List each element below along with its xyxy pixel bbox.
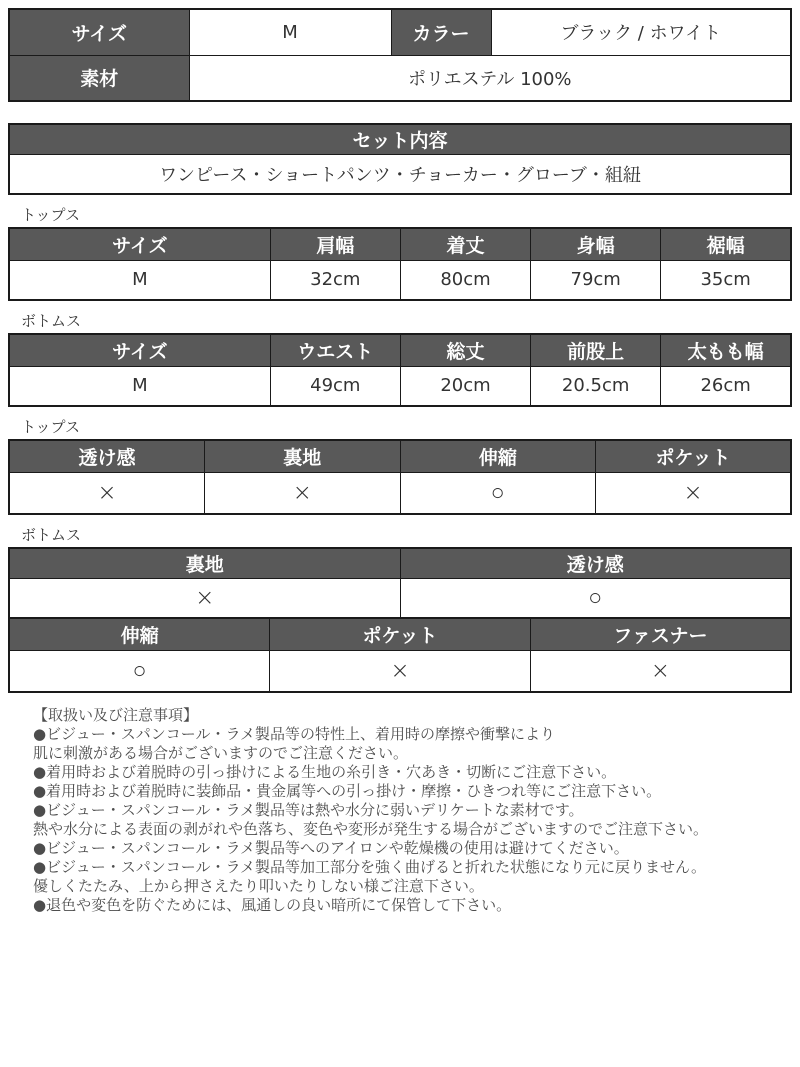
column-header: 前股上 bbox=[531, 334, 661, 366]
column-header: 着丈 bbox=[400, 228, 530, 260]
column-header: 総丈 bbox=[400, 334, 530, 366]
measurement-value: 20cm bbox=[400, 366, 530, 406]
care-note-line: ●着用時および着脱時に装飾品・貴金属等への引っ掛け・摩擦・ひきつれ等にご注意下さい。 bbox=[33, 782, 662, 800]
measurement-value: 32cm bbox=[270, 260, 400, 300]
column-header: 太もも幅 bbox=[661, 334, 791, 366]
set-contents-header-cell: セット内容 bbox=[9, 124, 791, 154]
column-header: ウエスト bbox=[270, 334, 400, 366]
feature-mark: ○ bbox=[400, 472, 596, 514]
column-header: 伸縮 bbox=[9, 618, 270, 650]
set-contents-table bbox=[8, 123, 792, 195]
column-header: サイズ bbox=[9, 228, 270, 260]
measurement-value: 26cm bbox=[661, 366, 791, 406]
care-note-line: ●ビジュー・スパンコール・ラメ製品等へのアイロンや乾燥機の使用は避けてください。 bbox=[33, 839, 629, 857]
column-header: ファスナー bbox=[530, 618, 791, 650]
feature-mark: × bbox=[205, 472, 401, 514]
column-header: 透け感 bbox=[9, 440, 205, 472]
measurement-value: M bbox=[9, 260, 270, 300]
care-note-line: ●ビジュー・スパンコール・ラメ製品等の特性上、着用時の摩擦や衝撃により bbox=[33, 725, 556, 743]
bottoms-features-table-row1 bbox=[8, 547, 792, 619]
column-header: ポケット bbox=[596, 440, 792, 472]
column-header: サイズ bbox=[9, 334, 270, 366]
size-label-cell: サイズ bbox=[9, 9, 189, 55]
feature-mark: ○ bbox=[9, 650, 270, 692]
tops-features-table bbox=[8, 439, 792, 515]
column-header: ポケット bbox=[270, 618, 531, 650]
measurement-value: 80cm bbox=[400, 260, 530, 300]
column-header: 透け感 bbox=[400, 548, 791, 578]
bottoms-measurements-table bbox=[8, 333, 792, 407]
feature-mark: ○ bbox=[400, 578, 791, 618]
tops-features-label: トップス bbox=[21, 418, 80, 436]
feature-mark: × bbox=[530, 650, 791, 692]
column-header: 伸縮 bbox=[400, 440, 596, 472]
care-note-line: 肌に刺激がある場合がございますのでご注意ください。 bbox=[33, 744, 409, 762]
measurement-value: 35cm bbox=[661, 260, 791, 300]
tops-measurements-table bbox=[8, 227, 792, 301]
column-header: 裏地 bbox=[205, 440, 401, 472]
measurement-value: 20.5cm bbox=[531, 366, 661, 406]
material-value-cell: ポリエステル 100% bbox=[189, 55, 791, 101]
tops-measurements-label: トップス bbox=[21, 206, 80, 224]
care-note-line: 熱や水分による表面の剥がれや色落ち、変色や変形が発生する場合がございますのでご注意下さい。 bbox=[33, 820, 709, 838]
measurement-value: 79cm bbox=[531, 260, 661, 300]
measurement-value: 49cm bbox=[270, 366, 400, 406]
color-value-cell: ブラック / ホワイト bbox=[491, 9, 791, 55]
column-header: 身幅 bbox=[531, 228, 661, 260]
color-label-cell: カラー bbox=[391, 9, 491, 55]
care-note-line: 優しくたたみ、上から押さえたり叩いたりしない様ご注意下さい。 bbox=[33, 877, 484, 895]
column-header: 裏地 bbox=[9, 548, 400, 578]
measurement-value: M bbox=[9, 366, 270, 406]
feature-mark: × bbox=[596, 472, 792, 514]
feature-mark: × bbox=[9, 578, 400, 618]
bottoms-features-table-row2 bbox=[8, 617, 792, 693]
material-label-cell: 素材 bbox=[9, 55, 189, 101]
care-notes bbox=[8, 706, 792, 915]
care-note-line: ●ビジュー・スパンコール・ラメ製品等は熱や水分に弱いデリケートな素材です。 bbox=[33, 801, 584, 819]
spec-table bbox=[8, 8, 792, 102]
column-header: 裾幅 bbox=[661, 228, 791, 260]
feature-mark: × bbox=[9, 472, 205, 514]
feature-mark: × bbox=[270, 650, 531, 692]
size-value-cell: M bbox=[189, 9, 391, 55]
care-note-line: ●ビジュー・スパンコール・ラメ製品等加工部分を強く曲げると折れた状態になり元に戻りません。 bbox=[33, 858, 706, 876]
care-note-line: ●退色や変色を防ぐためには、風通しの良い暗所にて保管して下さい。 bbox=[33, 896, 512, 914]
column-header: 肩幅 bbox=[270, 228, 400, 260]
care-notes-title: 【取扱い及び注意事項】 bbox=[33, 706, 199, 724]
bottoms-features-label: ボトムス bbox=[21, 526, 82, 544]
set-contents-value-cell: ワンピース・ショートパンツ・チョーカー・グローブ・組紐 bbox=[9, 154, 791, 194]
care-note-line: ●着用時および着脱時の引っ掛けによる生地の糸引き・穴あき・切断にご注意下さい。 bbox=[33, 763, 617, 781]
bottoms-measurements-label: ボトムス bbox=[21, 312, 82, 330]
